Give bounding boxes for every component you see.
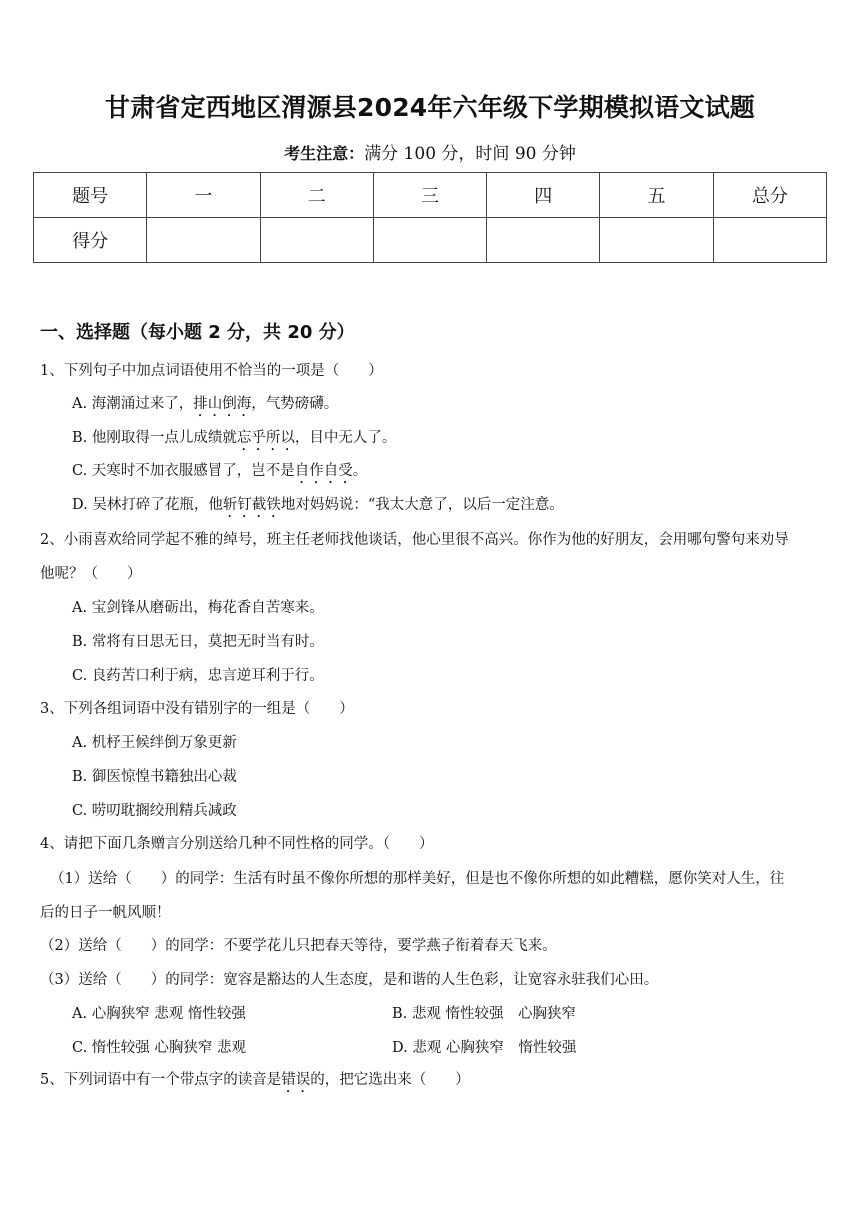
page-title: 甘肃省定西地区渭源县2024年六年级下学期模拟语文试题 (105, 93, 755, 122)
score-cell-total[interactable] (713, 218, 826, 263)
q4-item3: （3）送给（ ）的同学：宽容是豁达的人生态度，是和谐的人生色彩，让宽容永驻我们心田。 (40, 972, 659, 988)
q5-dotted: 错误 (281, 1072, 311, 1088)
notice-label: 考生注意： (284, 144, 365, 163)
q1-option-b (72, 428, 396, 454)
score-cell-4[interactable] (487, 218, 600, 263)
q1-a-dotted: 排山倒海 (193, 396, 252, 412)
q5-post: 的，把它选出来（ ） (310, 1072, 470, 1088)
q1-c-pre: C. 天寒时不加衣服感冒了，岂不是 (72, 463, 295, 479)
score-table-score-row (34, 218, 827, 263)
q1-option-a (72, 394, 338, 420)
q2-option-a: A. 宝剑锋从磨砺出，梅花香自苦寒来。 (72, 600, 324, 616)
q1-option-d (72, 495, 564, 521)
q2-stem-line1: 2、小雨喜欢给同学起不雅的绰号，班主任老师找他谈话，他心里很不高兴。你作为他的好朋友，会用哪句警句来劝导 (40, 532, 789, 548)
q4-option-c: C. 惰性较强 心胸狭窄 悲观 (72, 1040, 247, 1056)
q3-stem: 3、下列各组词语中没有错别字的一组是（ ） (40, 701, 354, 717)
score-cell-1[interactable] (147, 218, 260, 263)
score-table (33, 172, 827, 263)
q1-b-post: ，目中无人了。 (294, 430, 397, 446)
q4-item1-line1: （1）送给（ ）的同学：生活有时虽不像你所想的那样美好，但是也不像你所想的如此糟糕，愿你笑对人生，往 (50, 871, 785, 887)
q1-option-c (72, 461, 367, 487)
q5-pre: 5、下列词语中有一个带点字的读音是 (40, 1072, 282, 1088)
q2-option-b: B. 常将有日思无日，莫把无时当有时。 (72, 634, 324, 650)
q3-option-b: B. 御医惊惶书籍独出心裁 (72, 769, 237, 785)
q1-a-pre: A. 海潮涌过来了， (72, 396, 194, 412)
q1-c-post: 。 (352, 463, 368, 479)
q2-option-c: C. 良药苦口利于病，忠言逆耳利于行。 (72, 668, 324, 684)
header-cell-question-no: 题号 (34, 173, 147, 218)
q1-c-dotted: 自作自受 (294, 463, 353, 479)
q1-d-pre: D. 吴林打碎了花瓶，他 (72, 497, 223, 513)
score-cell-5[interactable] (600, 218, 713, 263)
q2-stem-line2: 他呢？（ ） (40, 566, 142, 582)
header-cell-1: 一 (147, 173, 260, 218)
q1-stem: 1、下列句子中加点词语使用不恰当的一项是（ ） (40, 363, 383, 379)
header-cell-5: 五 (600, 173, 713, 218)
q1-b-dotted: 忘乎所以 (236, 430, 295, 446)
header-cell-2: 二 (260, 173, 373, 218)
section-heading-choice: 一、选择题（每小题 2 分，共 20 分） (40, 322, 355, 343)
q1-d-dotted: 斩钉截铁 (222, 497, 281, 513)
score-table-header-row (34, 173, 827, 218)
exam-notice (0, 139, 860, 164)
q3-option-a: A. 机杼王候绊倒万象更新 (72, 735, 237, 751)
score-cell-2[interactable] (260, 218, 373, 263)
score-cell-3[interactable] (373, 218, 486, 263)
notice-text: 满分 100 分，时间 90 分钟 (364, 144, 576, 164)
q4-option-b: B. 悲观 惰性较强 心胸狭窄 (392, 1006, 576, 1022)
q4-stem: 4、请把下面几条赠言分别送给几种不同性格的同学。（ ） (40, 836, 434, 852)
q5-stem (40, 1070, 470, 1096)
score-row-label: 得分 (34, 218, 147, 263)
q1-a-post: ，气势磅礴。 (251, 396, 339, 412)
q1-b-pre: B. 他刚取得一点儿成绩就 (72, 430, 237, 446)
q1-d-post: 地对妈妈说：“我太大意了，以后一定注意。 (280, 497, 564, 513)
q4-item2: （2）送给（ ）的同学：不要学花儿只把春天等待，要学燕子衔着春天飞来。 (40, 938, 557, 954)
header-cell-4: 四 (487, 173, 600, 218)
q4-option-a: A. 心胸狭窄 悲观 惰性较强 (72, 1006, 246, 1022)
q3-option-c: C. 唠叨耽搁绞刑精兵减政 (72, 803, 237, 819)
q4-item1-line2: 后的日子一帆风顺！ (40, 905, 171, 921)
header-cell-3: 三 (373, 173, 486, 218)
header-cell-total: 总分 (713, 173, 826, 218)
q4-option-d: D. 悲观 心胸狭窄 惰性较强 (392, 1040, 577, 1056)
